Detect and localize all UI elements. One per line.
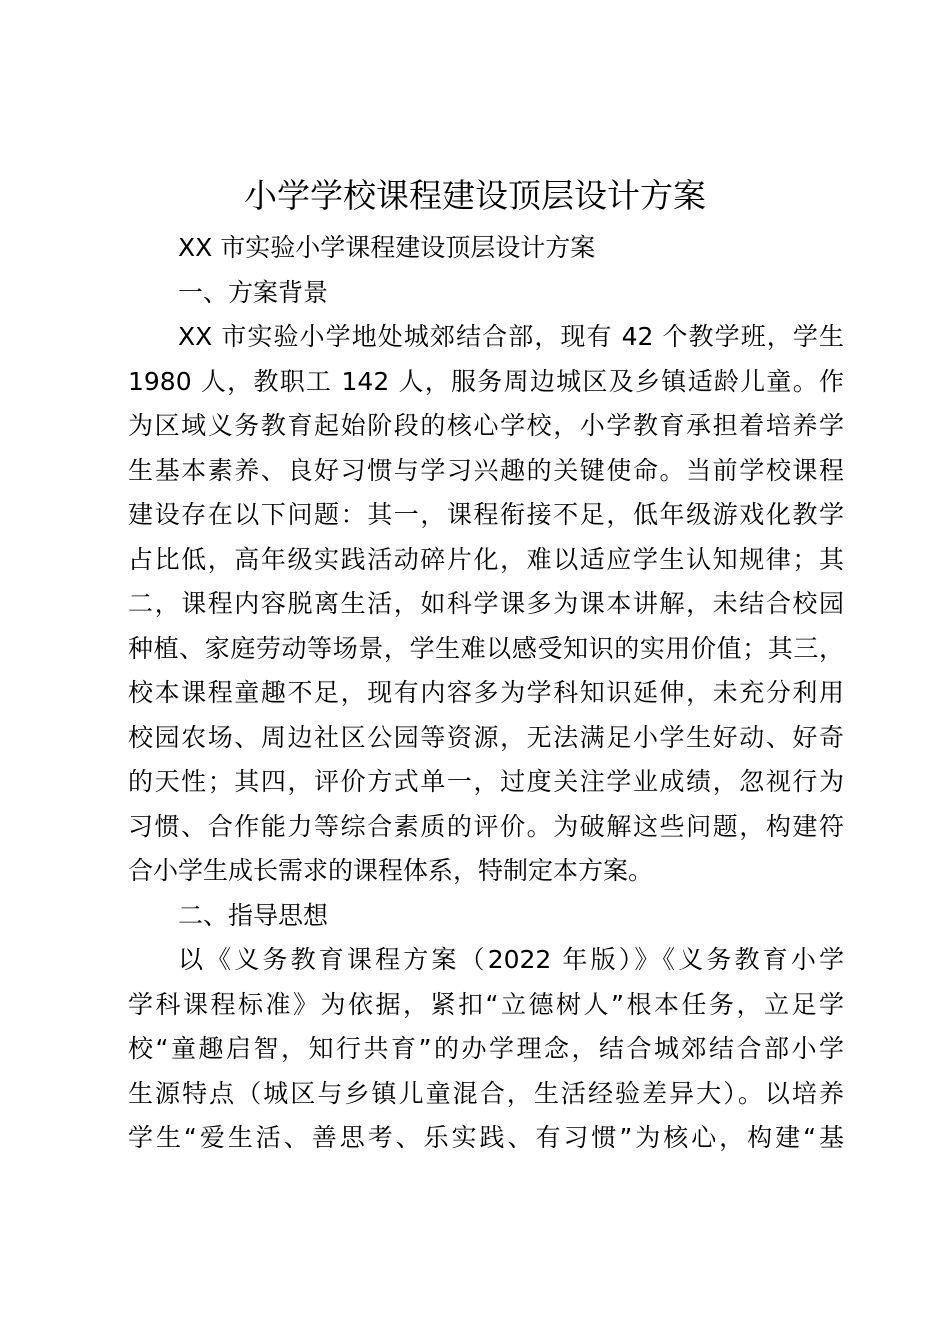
paragraph-line: 为区域义务教育起始阶段的核心学校，小学教育承担着培养学 [128, 411, 844, 440]
section-heading-guiding-ideology: 二、指导思想 [178, 900, 329, 930]
paragraph-line: 种植、家庭劳动等场景，学生难以感受知识的实用价值；其三， [128, 633, 844, 663]
paragraph-line: 合小学生成长需求的课程体系，特制定本方案。 [128, 856, 654, 885]
paragraph-line: XX 市实验小学地处城郊结合部，现有 42 个教学班，学生 [178, 322, 844, 351]
document-subtitle: XX 市实验小学课程建设顶层设计方案 [178, 233, 596, 262]
document-body [128, 226, 844, 1161]
paragraph-line: 1980 人，教职工 142 人，服务周边城区及乡镇适龄儿童。作 [128, 366, 844, 396]
paragraph-line: 生源特点（城区与乡镇儿童混合，生活经验差异大）。以培养 [128, 1078, 844, 1108]
paragraph-guiding-ideology [128, 938, 844, 1161]
paragraph-line: 以《义务教育课程方案（2022 年版）》《义务教育小学 [178, 945, 844, 974]
paragraph-line: 学生“爱生活、善思考、乐实践、有习惯”为核心，构建“基 [128, 1123, 844, 1152]
paragraph-line: 生基本素养、良好习惯与学习兴趣的关键使命。当前学校课程 [128, 455, 844, 485]
paragraph-line: 学科课程标准》为依据，紧扣“立德树人”根本任务，立足学 [128, 989, 844, 1019]
paragraph-line: 二，课程内容脱离生活，如科学课多为课本讲解，未结合校园 [128, 589, 844, 618]
paragraph-line: 的天性；其四，评价方式单一，过度关注学业成绩，忽视行为 [128, 767, 844, 796]
paragraph-line: 校本课程童趣不足，现有内容多为学科知识延伸，未充分利用 [128, 678, 844, 707]
paragraph-line: 占比低，高年级实践活动碎片化，难以适应学生认知规律；其 [128, 544, 844, 574]
section-heading-background: 一、方案背景 [178, 277, 329, 307]
document-title: 小学学校课程建设顶层设计方案 [244, 176, 706, 215]
paragraph-line: 校“童趣启智，知行共育”的办学理念，结合城郊结合部小学 [128, 1034, 844, 1063]
paragraph-line: 校园农场、周边社区公园等资源，无法满足小学生好动、好奇 [128, 722, 844, 752]
paragraph-line: 习惯、合作能力等综合素质的评价。为破解这些问题，构建符 [128, 811, 844, 841]
paragraph-line: 建设存在以下问题：其一，课程衔接不足，低年级游戏化教学 [128, 500, 844, 529]
paragraph-background [128, 315, 844, 894]
